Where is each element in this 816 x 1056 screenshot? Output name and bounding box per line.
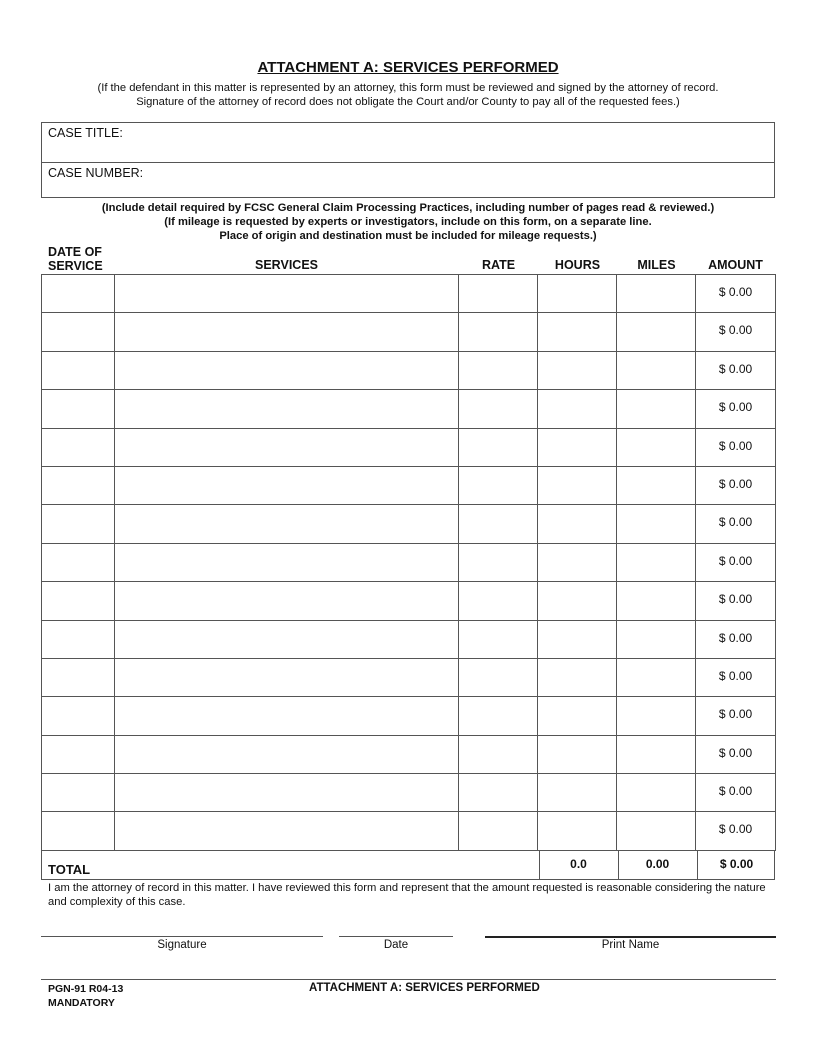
instruction-line-2: (If mileage is requested by experts or investigators, include on this form, on a separate line.: [164, 216, 652, 228]
amount-cell: $ 0.00: [696, 428, 776, 466]
date-of-service-cell[interactable]: [42, 543, 115, 581]
rate-cell[interactable]: [459, 351, 538, 389]
table-row: [42, 697, 776, 735]
total-label: TOTAL: [48, 862, 91, 877]
hours-cell[interactable]: [538, 582, 617, 620]
column-header-services: SERVICES: [255, 258, 318, 272]
services-cell[interactable]: [114, 812, 459, 850]
date-of-service-cell[interactable]: [42, 774, 115, 812]
subtitle-line-2: Signature of the attorney of record does not obligate the Court and/or County to pay all of the requested fees.): [136, 96, 680, 108]
amount-cell: $ 0.00: [696, 697, 776, 735]
hours-cell[interactable]: [538, 774, 617, 812]
footer-title: ATTACHMENT A: SERVICES PERFORMED: [309, 982, 540, 994]
hours-cell[interactable]: [538, 812, 617, 850]
date-of-service-cell[interactable]: [42, 351, 115, 389]
amount-cell: $ 0.00: [696, 543, 776, 581]
amount-cell: $ 0.00: [696, 735, 776, 773]
date-of-service-cell[interactable]: [42, 812, 115, 850]
hours-cell[interactable]: [538, 697, 617, 735]
miles-cell[interactable]: [617, 313, 696, 351]
column-header-rate: RATE: [481, 258, 516, 272]
date-of-service-cell[interactable]: [42, 313, 115, 351]
rate-cell[interactable]: [459, 620, 538, 658]
rate-cell[interactable]: [459, 697, 538, 735]
attorney-certification: I am the attorney of record in this matter. I have reviewed this form and represent that the amount requested is reasonable considering the nature and complexity of this case.: [48, 882, 766, 908]
services-cell[interactable]: [114, 697, 459, 735]
rate-cell[interactable]: [459, 543, 538, 581]
amount-cell: $ 0.00: [696, 351, 776, 389]
services-cell[interactable]: [114, 582, 459, 620]
case-title-field[interactable]: [41, 122, 775, 163]
table-row: [42, 313, 776, 351]
services-cell[interactable]: [114, 774, 459, 812]
total-amount: $ 0.00: [719, 857, 754, 871]
miles-cell[interactable]: [617, 275, 696, 313]
services-cell[interactable]: [114, 390, 459, 428]
rate-cell[interactable]: [459, 505, 538, 543]
instruction-line-3: Place of origin and destination must be included for mileage requests.): [219, 230, 597, 242]
services-cell[interactable]: [114, 275, 459, 313]
amount-cell: $ 0.00: [696, 658, 776, 696]
column-header-amount: AMOUNT: [708, 258, 763, 272]
rate-cell[interactable]: [459, 428, 538, 466]
column-header-date: [48, 245, 103, 273]
hours-cell[interactable]: [538, 313, 617, 351]
print-name-line[interactable]: [485, 936, 776, 938]
miles-cell[interactable]: [617, 620, 696, 658]
services-table: [41, 274, 776, 851]
services-cell[interactable]: [114, 351, 459, 389]
date-of-service-cell[interactable]: [42, 735, 115, 773]
miles-cell[interactable]: [617, 543, 696, 581]
signature-label: Signature: [157, 939, 207, 951]
services-cell[interactable]: [114, 466, 459, 504]
table-row: [42, 812, 776, 850]
services-cell[interactable]: [114, 428, 459, 466]
amount-cell: $ 0.00: [696, 505, 776, 543]
services-cell[interactable]: [114, 543, 459, 581]
date-of-service-cell[interactable]: [42, 466, 115, 504]
table-row: [42, 505, 776, 543]
form-code: PGN-91 R04-13: [48, 983, 124, 995]
rate-cell[interactable]: [459, 658, 538, 696]
signature-line[interactable]: [41, 936, 323, 937]
subtitle-line-1: (If the defendant in this matter is represented by an attorney, this form must be reviewed and signed by the attorney of record.: [97, 82, 719, 94]
services-cell[interactable]: [114, 658, 459, 696]
rate-cell[interactable]: [459, 774, 538, 812]
hours-cell[interactable]: [538, 543, 617, 581]
rate-cell[interactable]: [459, 735, 538, 773]
table-row: [42, 466, 776, 504]
hours-cell[interactable]: [538, 351, 617, 389]
case-number-field[interactable]: [41, 162, 775, 198]
print-name-label: Print Name: [601, 939, 660, 951]
footer-divider: [41, 979, 776, 980]
amount-cell: $ 0.00: [696, 582, 776, 620]
rate-cell[interactable]: [459, 313, 538, 351]
table-row: [42, 582, 776, 620]
instructions: [0, 201, 816, 243]
services-cell[interactable]: [114, 505, 459, 543]
services-cell[interactable]: [114, 313, 459, 351]
total-row: [41, 850, 775, 880]
table-row: [42, 390, 776, 428]
page-title-text: ATTACHMENT A: SERVICES PERFORMED: [257, 59, 559, 76]
amount-cell: $ 0.00: [696, 275, 776, 313]
date-line[interactable]: [339, 936, 453, 937]
page-title: [0, 59, 816, 76]
miles-cell[interactable]: [617, 351, 696, 389]
date-of-service-cell[interactable]: [42, 428, 115, 466]
date-of-service-cell[interactable]: [42, 275, 115, 313]
column-header-date-line2: SERVICE: [48, 259, 103, 273]
table-row: [42, 351, 776, 389]
amount-cell: $ 0.00: [696, 620, 776, 658]
hours-cell[interactable]: [538, 620, 617, 658]
hours-cell[interactable]: [538, 735, 617, 773]
date-of-service-cell[interactable]: [42, 620, 115, 658]
case-number-label: CASE NUMBER:: [48, 166, 144, 180]
table-row: [42, 428, 776, 466]
hours-cell[interactable]: [538, 275, 617, 313]
hours-cell[interactable]: [538, 428, 617, 466]
miles-cell[interactable]: [617, 428, 696, 466]
amount-cell: $ 0.00: [696, 390, 776, 428]
date-label: Date: [383, 939, 409, 951]
rate-cell[interactable]: [459, 582, 538, 620]
column-header-hours: HOURS: [554, 258, 601, 272]
miles-cell[interactable]: [617, 812, 696, 850]
miles-cell[interactable]: [617, 466, 696, 504]
table-row: [42, 620, 776, 658]
miles-cell[interactable]: [617, 735, 696, 773]
miles-cell[interactable]: [617, 658, 696, 696]
table-row: [42, 275, 776, 313]
hours-cell[interactable]: [538, 658, 617, 696]
total-miles: 0.00: [645, 857, 670, 871]
mandatory-label: MANDATORY: [48, 997, 115, 1009]
column-header-miles: MILES: [637, 258, 676, 272]
date-of-service-cell[interactable]: [42, 658, 115, 696]
miles-cell[interactable]: [617, 774, 696, 812]
date-of-service-cell[interactable]: [42, 390, 115, 428]
table-row: [42, 543, 776, 581]
services-cell[interactable]: [114, 620, 459, 658]
rate-cell[interactable]: [459, 466, 538, 504]
amount-cell: $ 0.00: [696, 313, 776, 351]
rate-cell[interactable]: [459, 812, 538, 850]
instruction-line-1: (Include detail required by FCSC General Claim Processing Practices, including number of pages read & reviewed.): [101, 202, 715, 214]
amount-cell: $ 0.00: [696, 466, 776, 504]
date-of-service-cell[interactable]: [42, 582, 115, 620]
miles-cell[interactable]: [617, 697, 696, 735]
table-row: [42, 774, 776, 812]
amount-cell: $ 0.00: [696, 812, 776, 850]
date-of-service-cell[interactable]: [42, 697, 115, 735]
rate-cell[interactable]: [459, 275, 538, 313]
services-cell[interactable]: [114, 735, 459, 773]
case-title-label: CASE TITLE:: [48, 126, 123, 140]
date-of-service-cell[interactable]: [42, 505, 115, 543]
hours-cell[interactable]: [538, 505, 617, 543]
miles-cell[interactable]: [617, 505, 696, 543]
column-header-date-line1: DATE OF: [48, 245, 102, 259]
miles-cell[interactable]: [617, 390, 696, 428]
hours-cell[interactable]: [538, 466, 617, 504]
rate-cell[interactable]: [459, 390, 538, 428]
table-row: [42, 735, 776, 773]
amount-cell: $ 0.00: [696, 774, 776, 812]
table-row: [42, 658, 776, 696]
hours-cell[interactable]: [538, 390, 617, 428]
footer-form-info: [48, 982, 123, 1010]
total-hours: 0.0: [570, 857, 587, 871]
miles-cell[interactable]: [617, 582, 696, 620]
